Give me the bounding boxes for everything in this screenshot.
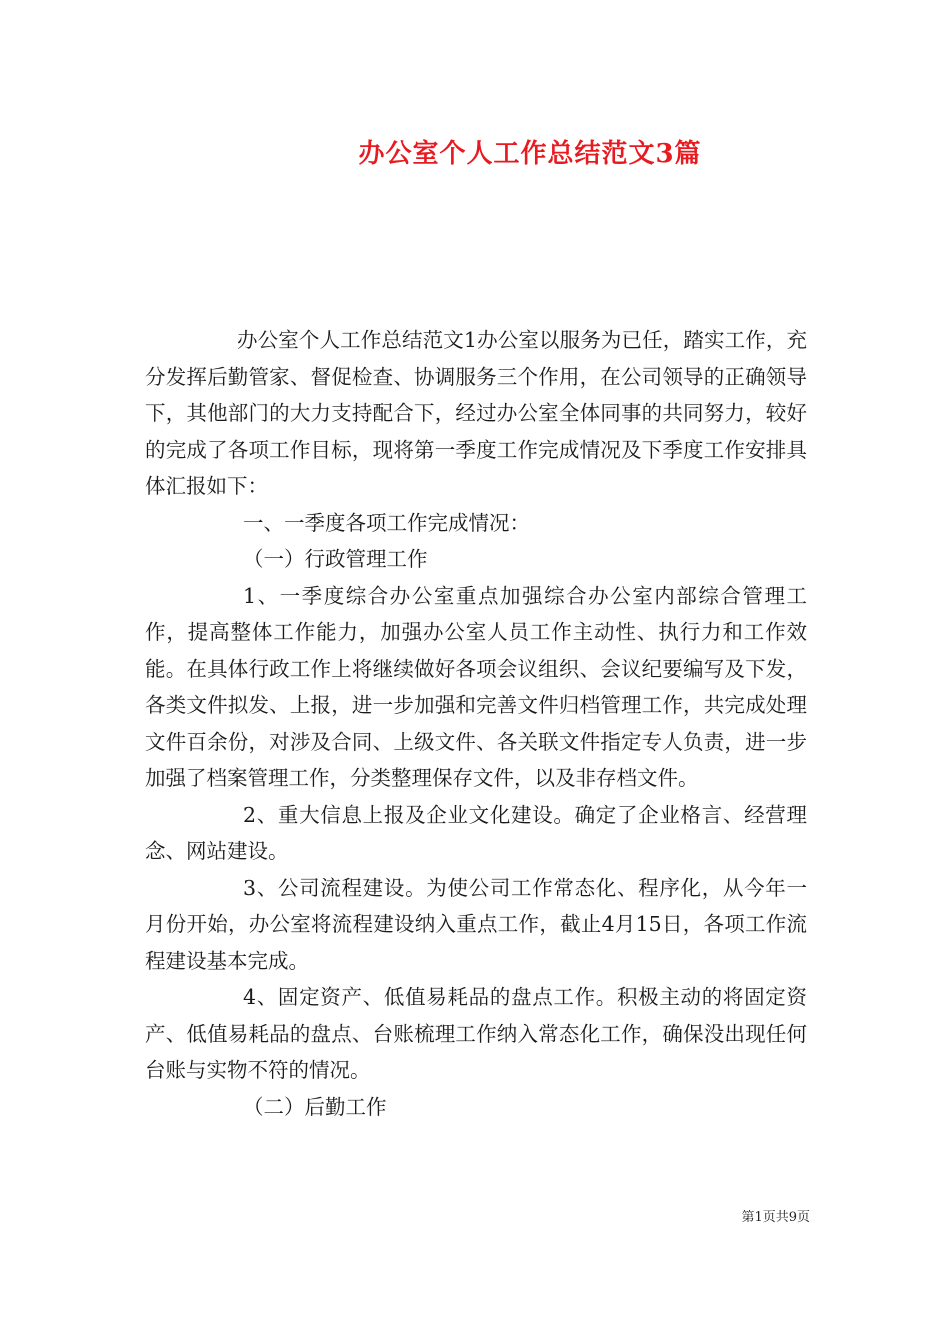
section-heading-1: 一、一季度各项工作完成情况： (243, 510, 530, 535)
item-paragraph-1: 1、一季度综合办公室重点加强综合办公室内部综合管理工作，提高整体工作能力，加强办公室人员工作主动性、执行力和工作效能。在具体行政工作上将继续做好各项会议组织、会议纪要编写及下发，各类文件拟发、上报，进一步加强和完善文件归档管理工作，共完成处理文件百余份，对涉及合同、上级文件、各关联文件指定专人负责，进一步加强了档案管理工作，分类整理保存文件，以及非存档文件。 (145, 583, 807, 790)
subsection-heading-logistics: （二）后勤工作 (243, 1094, 387, 1119)
document-body (145, 322, 807, 1125)
item-paragraph-3: 3、公司流程建设。为使公司工作常态化、程序化，从今年一月份开始，办公室将流程建设纳入重点工作，截止4月15日，各项工作流程建设基本完成。 (145, 875, 807, 973)
intro-paragraph: 办公室个人工作总结范文1办公室以服务为已任，踏实工作，充分发挥后勤管家、督促检查、协调服务三个作用，在公司领导的正确领导下，其他部门的大力支持配合下，经过办公室全体同事的共同努力，较好的完成了各项工作目标，现将第一季度工作完成情况及下季度工作安排具体汇报如下： (145, 328, 807, 498)
item-paragraph-4: 4、固定资产、低值易耗品的盘点工作。积极主动的将固定资产、低值易耗品的盘点、台账梳理工作纳入常态化工作，确保没出现任何台账与实物不符的情况。 (145, 985, 807, 1082)
page-number: 第1页共9页 (741, 1210, 810, 1225)
subsection-heading-admin: （一）行政管理工作 (243, 547, 428, 571)
item-paragraph-2: 2、重大信息上报及企业文化建设。确定了企业格言、经营理念、网站建设。 (145, 802, 807, 863)
document-title: 办公室个人工作总结范文3篇 (358, 139, 702, 169)
